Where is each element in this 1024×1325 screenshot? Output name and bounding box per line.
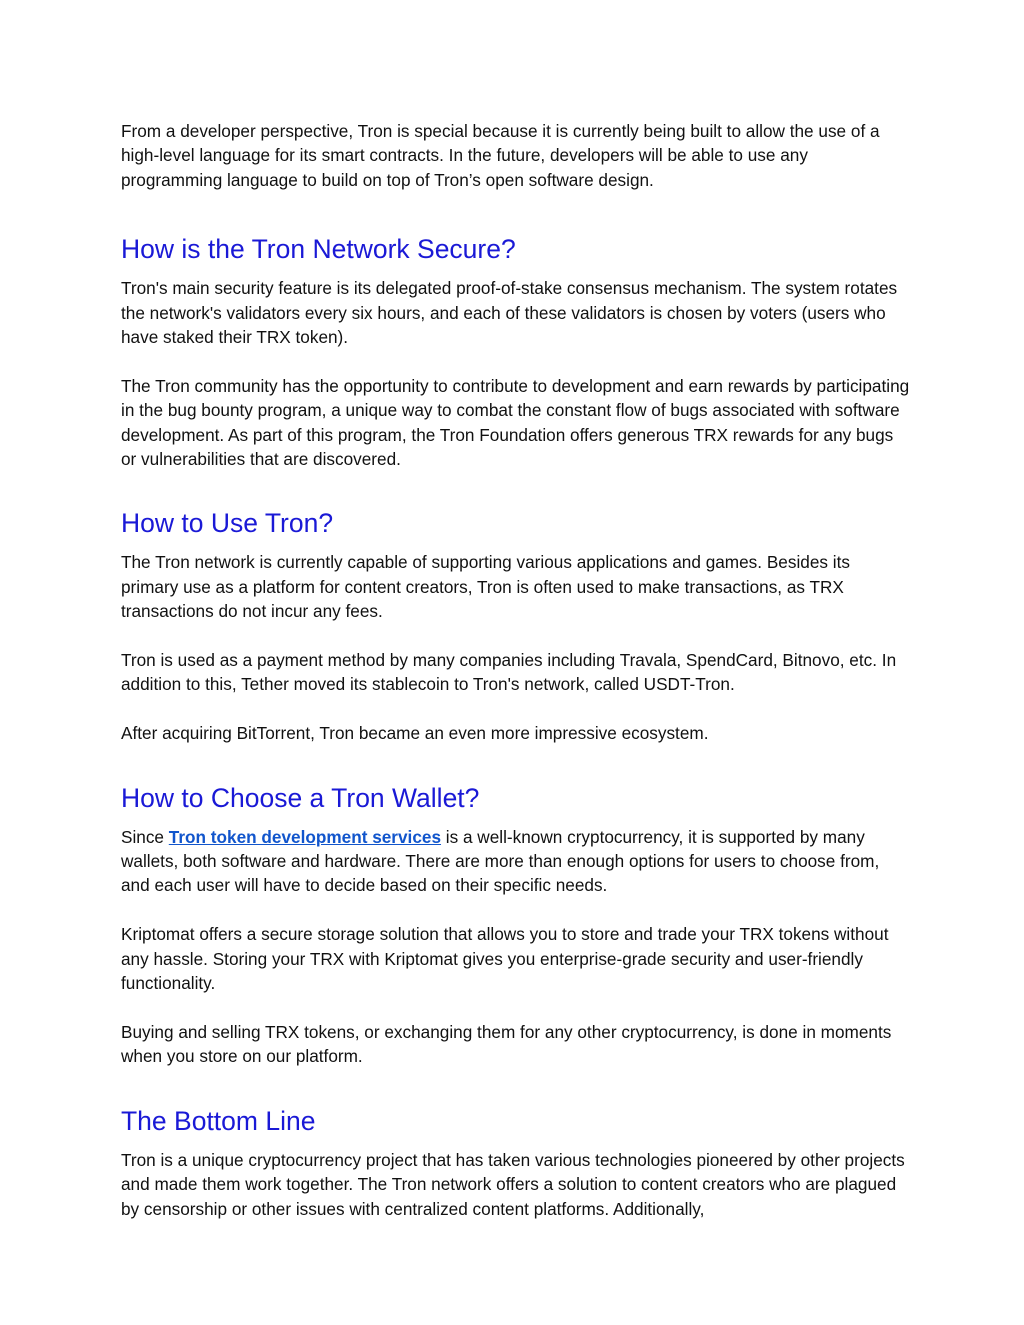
paragraph-buying-selling: Buying and selling TRX tokens, or exchanging them for any other cryptocurrency, is done in moments when you store on our platform. bbox=[121, 1021, 892, 1067]
heading-network-secure: How is the Tron Network Secure? bbox=[121, 234, 516, 265]
paragraph-security-feature: Tron's main security feature is its delegated proof-of-stake consensus mechanism. The system rotates the network's validators every six hours, and each of these validators is chosen by voters (users who have staked their TRX token). bbox=[121, 278, 898, 348]
heading-how-to-use: How to Use Tron? bbox=[121, 508, 334, 539]
heading-choose-wallet: How to Choose a Tron Wallet? bbox=[121, 782, 480, 813]
paragraph-bottom-line: Tron is a unique cryptocurrency project that has taken various technologies pioneered by other projects and made them work together. The Tron network offers a solution to content creators who are plagued by censorship or other issues with centralized content platforms. Additionally, bbox=[121, 1149, 905, 1219]
paragraph-network-capabilities: The Tron network is currently capable of supporting various applications and games. Besides its primary use as a platform for content creators, Tron is often used to make transactions, as TRX transactions do not incur any fees. bbox=[121, 552, 850, 622]
paragraph-bug-bounty: The Tron community has the opportunity to contribute to development and earn rewards by participating in the bug bounty program, a unique way to combat the constant flow of bugs associated with software development. As part of this program, the Tron Foundation offers generous TRX rewards for any bugs or vulnerabilities that are discovered. bbox=[121, 375, 910, 470]
paragraph-kriptomat-storage: Kriptomat offers a secure storage solution that allows you to store and trade your TRX tokens without any hassle. Storing your TRX with Kriptomat gives you enterprise-grade security and user-friendly functionality. bbox=[121, 924, 889, 994]
wallet-text-before-link: Since bbox=[121, 826, 169, 847]
paragraph-payment-method: Tron is used as a payment method by many companies including Travala, SpendCard, Bitnovo, etc. In addition to this, Tether moved its stablecoin to Tron's network, called USDT-Tron. bbox=[121, 650, 897, 695]
tron-token-development-link[interactable]: Tron token development services bbox=[168, 826, 442, 847]
paragraph-bittorrent: After acquiring BitTorrent, Tron became an even more impressive ecosystem. bbox=[121, 723, 709, 744]
heading-bottom-line: The Bottom Line bbox=[121, 1105, 316, 1136]
intro-paragraph: From a developer perspective, Tron is special because it is currently being built to allow the use of a high-level language for its smart contracts. In the future, developers will be able to use any programming language to build on top of Tron’s open software design. bbox=[121, 121, 880, 190]
wallet-text-after-link: is a well-known cryptocurrency, it is supported by many wallets, both software and hardware. There are more than enough options for users to choose from, and each user will have to decide based on their specific needs. bbox=[121, 826, 880, 896]
document-page bbox=[121, 119, 911, 1221]
paragraph-wallet-support bbox=[121, 825, 911, 898]
